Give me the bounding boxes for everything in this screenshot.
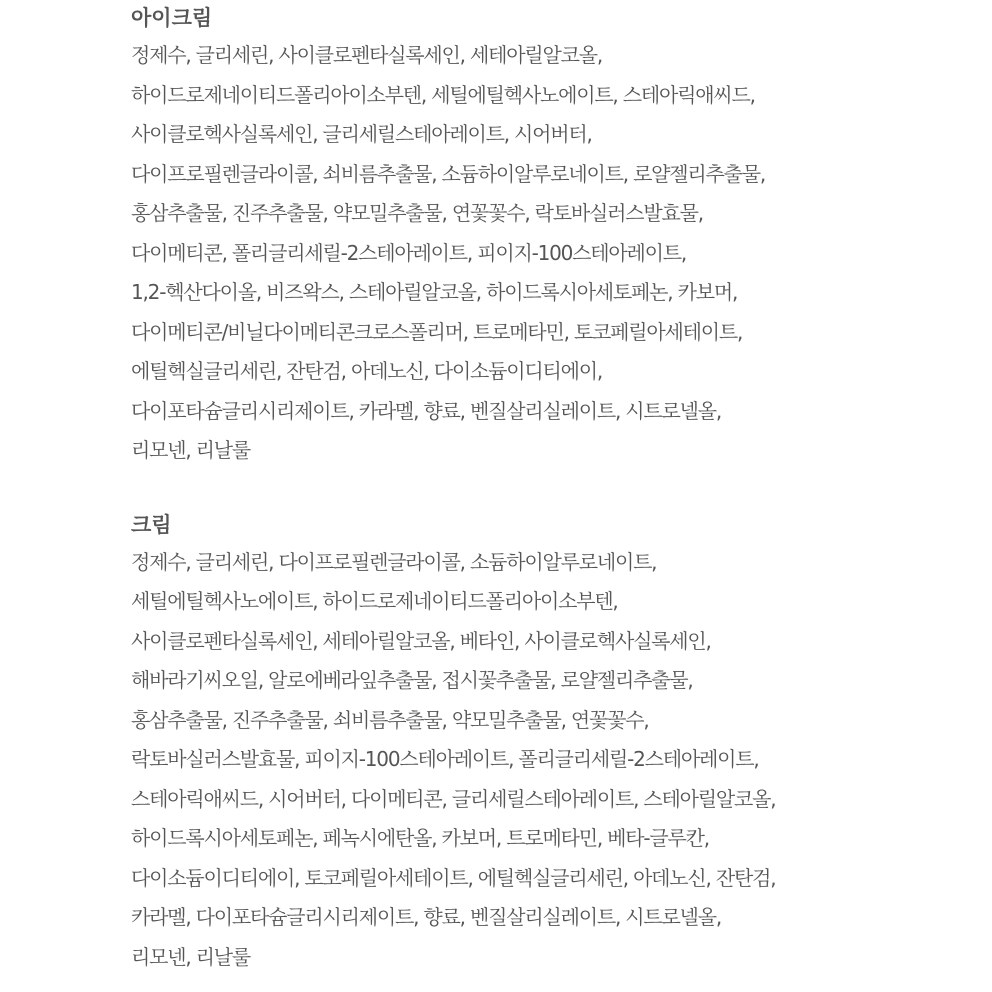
ingredient-line: 홍삼추출물, 진주추출물, 약모밀추출물, 연꽃꽃수, 락토바실러스발효물, — [131, 201, 703, 225]
ingredient-line: 다이포타슘글리시리제이트, 카라멜, 향료, 벤질살리실레이트, 시트로넬올, — [131, 398, 722, 423]
ingredient-line: 리모넨, 리날룰 — [131, 438, 251, 462]
ingredient-line: 세틸에틸헥사노에이트, 하이드로제네이티드폴리아이소부텐, — [131, 589, 618, 613]
ingredient-list-page — [131, 0, 971, 977]
ingredient-line: 해바라기씨오일, 알로에베라잎추출물, 접시꽃추출물, 로얄젤리추출물, — [131, 668, 693, 692]
section-title: 아이크림 — [131, 6, 213, 30]
ingredient-line: 락토바실러스발효물, 피이지-100스테아레이트, 폴리글리세릴-2스테아레이트, — [131, 747, 759, 771]
ingredient-line: 에틸헥실글리세린, 잔탄검, 아데노신, 다이소듐이디티에이, — [131, 359, 602, 383]
ingredient-line: 정제수, 글리세린, 사이클로펜타실록세인, 세테아릴알코올, — [131, 43, 602, 67]
ingredient-line: 다이메티콘/비닐다이메티콘크로스폴리머, 트로메타민, 토코페릴아세테이트, — [131, 319, 743, 344]
ingredient-line: 홍삼추출물, 진주추출물, 쇠비름추출물, 약모밀추출물, 연꽃꽃수, — [131, 707, 649, 732]
ingredient-line: 카라멜, 다이포타슘글리시리제이트, 향료, 벤질살리실레이트, 시트로넬올, — [131, 905, 722, 929]
ingredient-line: 하이드로제네이티드폴리아이소부텐, 세틸에틸헥사노에이트, 스테아릭애씨드, — [131, 82, 755, 107]
section-divider-space — [131, 471, 971, 507]
section-cream — [131, 507, 971, 978]
section-title: 크림 — [131, 512, 172, 537]
section-eye-cream — [131, 0, 971, 471]
ingredient-line: 정제수, 글리세린, 다이프로필렌글라이콜, 소듐하이알루로네이트, — [131, 549, 657, 574]
ingredient-line: 하이드록시아세토페논, 페녹시에탄올, 카보머, 트로메타민, 베타-글루칸, — [131, 826, 709, 850]
ingredient-line: 스테아릭애씨드, 시어버터, 다이메티콘, 글리세릴스테아레이트, 스테아릴알코올, — [131, 786, 776, 811]
ingredient-line: 다이메티콘, 폴리글리세릴-2스테아레이트, 피이지-100스테아레이트, — [131, 240, 687, 265]
ingredient-line: 사이클로펜타실록세인, 세테아릴알코올, 베타인, 사이클로헥사실록세인, — [131, 628, 711, 653]
ingredient-line: 다이소듐이디티에이, 토코페릴아세테이트, 에틸헥실글리세린, 아데노신, 잔탄검, — [131, 865, 776, 890]
ingredient-line: 1,2-헥산다이올, 비즈왁스, 스테아릴알코올, 하이드록시아세토페논, 카보머, — [131, 280, 738, 304]
ingredient-line: 다이프로필렌글라이콜, 쇠비름추출물, 소듐하이알루로네이트, 로얄젤리추출물, — [131, 161, 766, 186]
ingredient-line: 사이클로헥사실록세인, 글리세릴스테아레이트, 시어버터, — [131, 122, 592, 146]
ingredient-line: 리모넨, 리날룰 — [131, 944, 251, 969]
